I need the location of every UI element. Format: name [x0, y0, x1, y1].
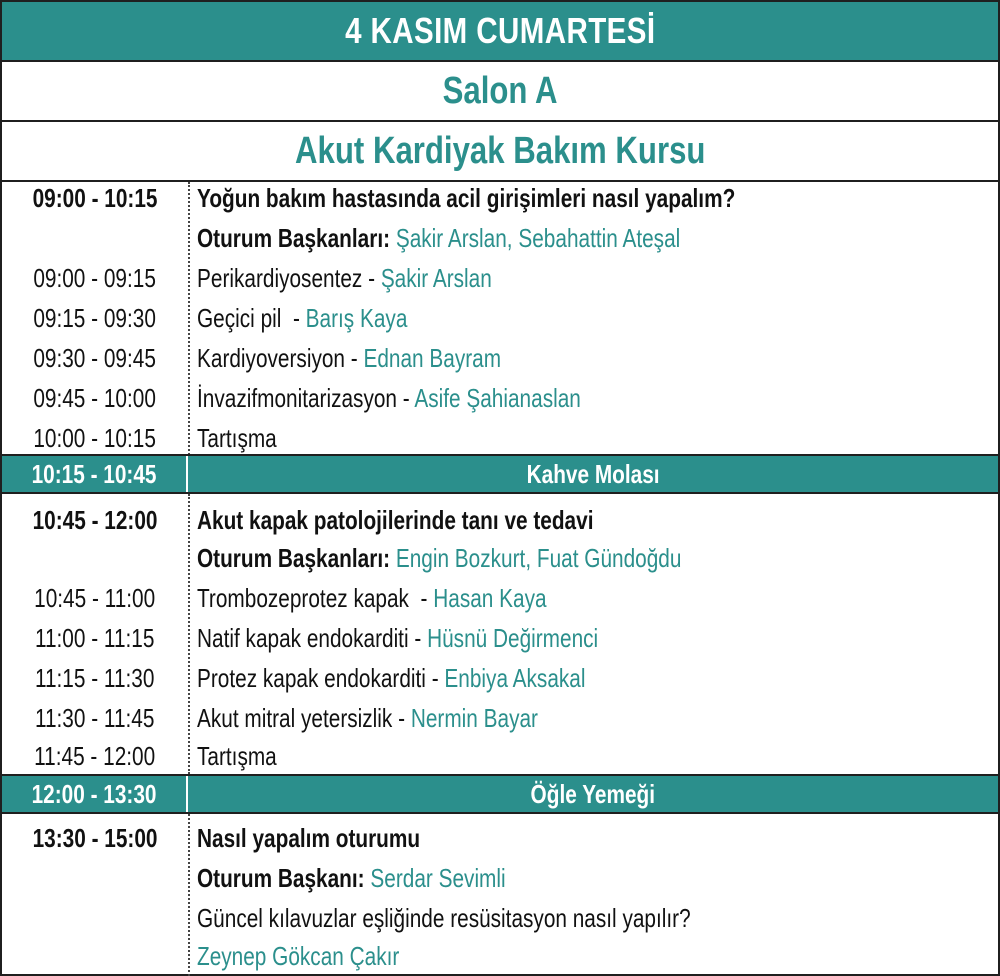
session-block-3: [2, 814, 998, 976]
break-time: 10:15 - 10:45: [31, 458, 157, 489]
course-title: Akut Kardiyak Bakım Kursu: [294, 129, 706, 172]
chairs-names: Engin Bozkurt, Fuat Gündoğdu: [395, 542, 682, 573]
hall-title: Salon A: [442, 69, 558, 112]
day-banner: [2, 2, 998, 62]
talk-topic: Akut mitral yetersizlik: [197, 702, 393, 733]
talk-topic: Tartışma: [197, 422, 277, 453]
break-time: 12:00 - 13:30: [31, 778, 157, 809]
session-time: 10:45 - 12:00: [32, 504, 158, 535]
break-label: Öğle Yemeği: [530, 778, 656, 809]
talk-speaker: Barış Kaya: [305, 302, 408, 333]
talk-time: 10:00 - 10:15: [33, 422, 157, 453]
talk-speaker: Hüsnü Değirmenci: [427, 622, 599, 653]
talk-time: 11:15 - 11:30: [35, 662, 155, 693]
talk-speaker: Zeynep Gökcan Çakır: [197, 940, 400, 971]
session-title: Akut kapak patolojilerinde tanı ve tedavi: [197, 504, 594, 535]
talk-row: [2, 898, 998, 938]
talk-row: 11:00 - 11:15 Natif kapak endokarditi - Hüsnü Değirmenci: [35, 622, 599, 653]
chairs-row: [2, 538, 998, 578]
talk-time: 10:45 - 11:00: [34, 582, 156, 613]
chairs-label: Oturum Başkanları:: [197, 222, 391, 253]
chairs-names: Şakir Arslan, Sebahattin Ateşal: [395, 222, 681, 253]
session-block-2: [2, 494, 998, 774]
talk-topic: Tartışma: [197, 740, 277, 771]
talk-speaker: Hasan Kaya: [433, 582, 547, 613]
talk-speaker: Ednan Bayram: [363, 342, 502, 373]
chairs-names: Serdar Sevimli: [370, 862, 506, 893]
chairs-row: [2, 858, 998, 898]
coffee-break-row: [2, 454, 998, 494]
talk-row: [2, 736, 998, 776]
talk-time: 11:30 - 11:45: [35, 702, 155, 733]
talk-time: 09:30 - 09:45: [33, 342, 157, 373]
talk-row: 09:15 - 09:30 Geçici pil - Barış Kaya: [33, 302, 408, 333]
talk-time: 09:15 - 09:30: [33, 302, 157, 333]
hall-banner: [2, 62, 998, 122]
session-block-1: [2, 182, 998, 458]
talk-row: 11:30 - 11:45 Akut mitral yetersizlik - Nermin Bayar: [35, 702, 538, 733]
talk-speaker: Asife Şahianaslan: [414, 382, 581, 413]
talk-row: 09:30 - 09:45 Kardiyoversiyon - Ednan Bayram: [33, 342, 502, 373]
talk-speaker-row: [2, 936, 998, 976]
session-title: Yoğun bakım hastasında acil girişimleri nasıl yapalım?: [197, 182, 736, 213]
talk-topic: Perikardiyosentez: [197, 262, 363, 293]
chairs-row: [2, 218, 998, 258]
talk-row: 09:00 - 09:15 Perikardiyosentez - Şakir Arslan: [33, 262, 492, 293]
talk-topic: Natif kapak endokarditi: [197, 622, 409, 653]
talk-topic: Trombozeprotez kapak: [197, 582, 415, 613]
talk-time: 09:45 - 10:00: [33, 382, 157, 413]
session-header-row: [2, 500, 998, 540]
talk-time: 11:00 - 11:15: [35, 622, 155, 653]
session-time: 13:30 - 15:00: [32, 822, 158, 853]
talk-topic: Protez kapak endokarditi: [197, 662, 426, 693]
chairs-label: Oturum Başkanları:: [197, 542, 391, 573]
session-time: 09:00 - 10:15: [32, 182, 158, 213]
course-banner: [2, 122, 998, 182]
talk-topic: Güncel kılavuzlar eşliğinde resüsitasyon nasıl yapılır?: [197, 902, 691, 933]
talk-time: 09:00 - 09:15: [33, 262, 157, 293]
chairs-label: Oturum Başkanı:: [197, 862, 365, 893]
talk-row: 11:15 - 11:30 Protez kapak endokarditi - Enbiya Aksakal: [35, 662, 586, 693]
talk-row: [2, 418, 998, 458]
session-header-row: [2, 818, 998, 858]
talk-topic: Geçici pil: [197, 302, 288, 333]
session-title: Nasıl yapalım oturumu: [197, 822, 421, 853]
break-label: Kahve Molası: [526, 458, 660, 489]
talk-topic: İnvazifmonitarizasyon: [197, 382, 397, 413]
lunch-break-row: [2, 774, 998, 814]
talk-speaker: Şakir Arslan: [380, 262, 492, 293]
session-header-row: [2, 178, 998, 218]
talk-speaker: Enbiya Aksakal: [444, 662, 586, 693]
talk-speaker: Nermin Bayar: [410, 702, 538, 733]
talk-row: 09:45 - 10:00 İnvazifmonitarizasyon - Asife Şahianaslan: [33, 382, 581, 413]
talk-row: 10:45 - 11:00 Trombozeprotez kapak - Hasan Kaya: [34, 582, 547, 613]
talk-time: 11:45 - 12:00: [34, 740, 156, 771]
day-title: 4 KASIM CUMARTESİ: [344, 10, 656, 51]
talk-topic: Kardiyoversiyon: [197, 342, 345, 373]
